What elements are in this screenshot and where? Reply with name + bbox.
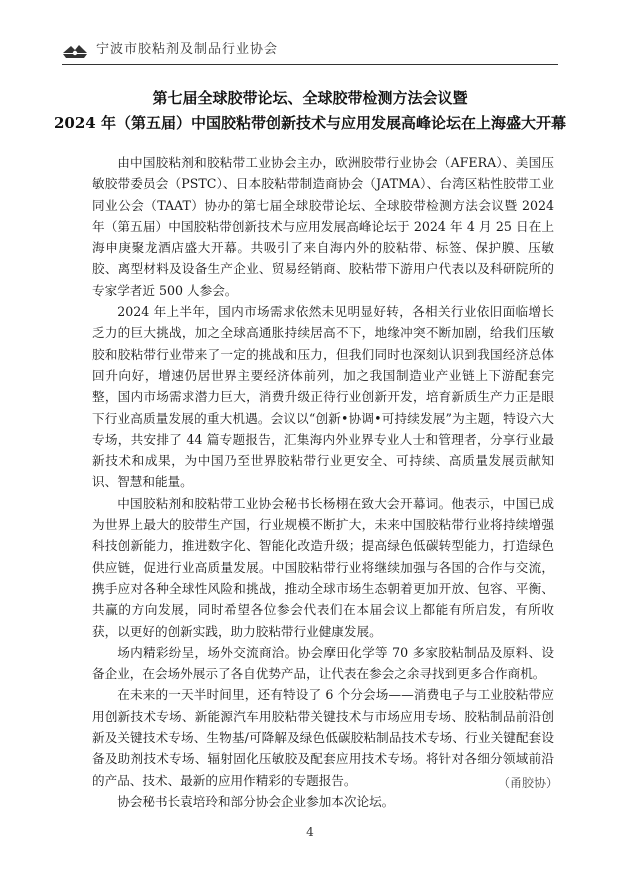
paragraph-5: 在未来的一天半时间里，还有特设了 6 个分会场——消费电子与工业胶粘带应用创新技术专场、新能源汽车用胶粘带关键技术与市场应用专场、胶粘制品前沿创新及关键技术专场、生物基/可降解及绿色低碳胶粘制品技术专场、行业关键配套设备及助剂技术专场、辐射固化压敏胶及配套应用技术专场。将针对各细分领域前沿的产品、技术、最新的应用作精彩的专题报告。 bbox=[92, 687, 554, 788]
paragraph-2: 2024 年上半年，国内市场需求依然未见明显好转，各相关行业依旧面临增长乏力的巨大挑战，加之全球高通胀持续居高不下，地缘冲突不断加剧，给我们压敏胶和胶粘带行业带来了一定的挑战和压力，但我们同时也深刻认识到我国经济总体回升向好，增速仍居世界主要经济体前列，加之我国制造业产业链上下游配套完整，国内市场需求潜力巨大，消费升级正待行业创新开发，培育新质生产力正是眼下行业高质量发展的重大机遇。会议以“创新•协调•可持续发展”为主题，特设六大专场，共安排了 44 篇专题报告，汇集海内外业界专业人士和管理者，分享行业最新技术和成果，为中国乃至世界胶粘带行业更安全、可持续、高质量发展贡献知识、智慧和能量。 bbox=[92, 304, 554, 490]
paragraph-3: 中国胶粘剂和胶粘带工业协会秘书长杨栩在致大会开幕词。他表示，中国已成为世界上最大的胶带生产国，行业规模不断扩大，未来中国胶粘带行业将持续增强科技创新能力，推进数字化、智能化改造升级；提高绿色低碳转型能力，打造绿色供应链，促进行业高质量发展。中国胶粘带行业将继续加强与各国的合作与交流，携手应对各种全球性风险和挑战，推动全球市场生态朝着更加开放、包容、平衡、共赢的方向发展，同时希望各位参会代表们在本届会议上都能有所启发，有所收获，以更好的创新实践，助力胶粘带行业健康发展。 bbox=[92, 495, 554, 639]
paragraph-6: 协会秘书长袁培玲和部分协会企业参加本次论坛。 bbox=[117, 793, 395, 809]
org-name: 宁波市胶粘剂及制品行业协会 bbox=[96, 42, 279, 57]
article-source: （甬胶协） bbox=[497, 776, 558, 790]
page-number: 4 bbox=[306, 825, 314, 839]
article-body bbox=[92, 152, 554, 812]
paragraph-1: 由中国胶粘剂和胶粘带工业协会主办，欧洲胶带行业协会（AFERA）、美国压敏胶带委员会（PSTC）、日本胶粘带制造商协会（JATMA）、台湾区粘性胶带工业同业公会（TAAT）协办的第七届全球胶带论坛、全球胶带检测方法会议暨 2024 年（第五届）中国胶粘带创新技术与应用发展高峰论坛于 2024 年 4 月 25 日在上海申庚聚龙酒店盛大开幕。共吸引了来自海内外的胶粘带、标签、保护膜、压敏胶、离型材料及设备生产企业、贸易经销商、胶粘带下游用户代表以及科研院所的专家学者近 500 人参会。 bbox=[92, 155, 554, 298]
header-divider bbox=[62, 64, 558, 65]
paragraph-4: 场内精彩纷呈，场外交流商洽。协会摩田化学等 70 多家胶粘制品及原料、设备企业，在会场外展示了各自优势产品，让代表在参会之余寻找到更多合作商机。 bbox=[92, 644, 554, 682]
article-title-line-1: 第七届全球胶带论坛、全球胶带检测方法会议暨 bbox=[152, 89, 468, 107]
association-logo-icon bbox=[62, 42, 88, 60]
article-title-line-2: 2024 年（第五届）中国胶粘带创新技术与应用发展高峰论坛在上海盛大开幕 bbox=[54, 114, 566, 132]
page-header bbox=[62, 40, 558, 66]
